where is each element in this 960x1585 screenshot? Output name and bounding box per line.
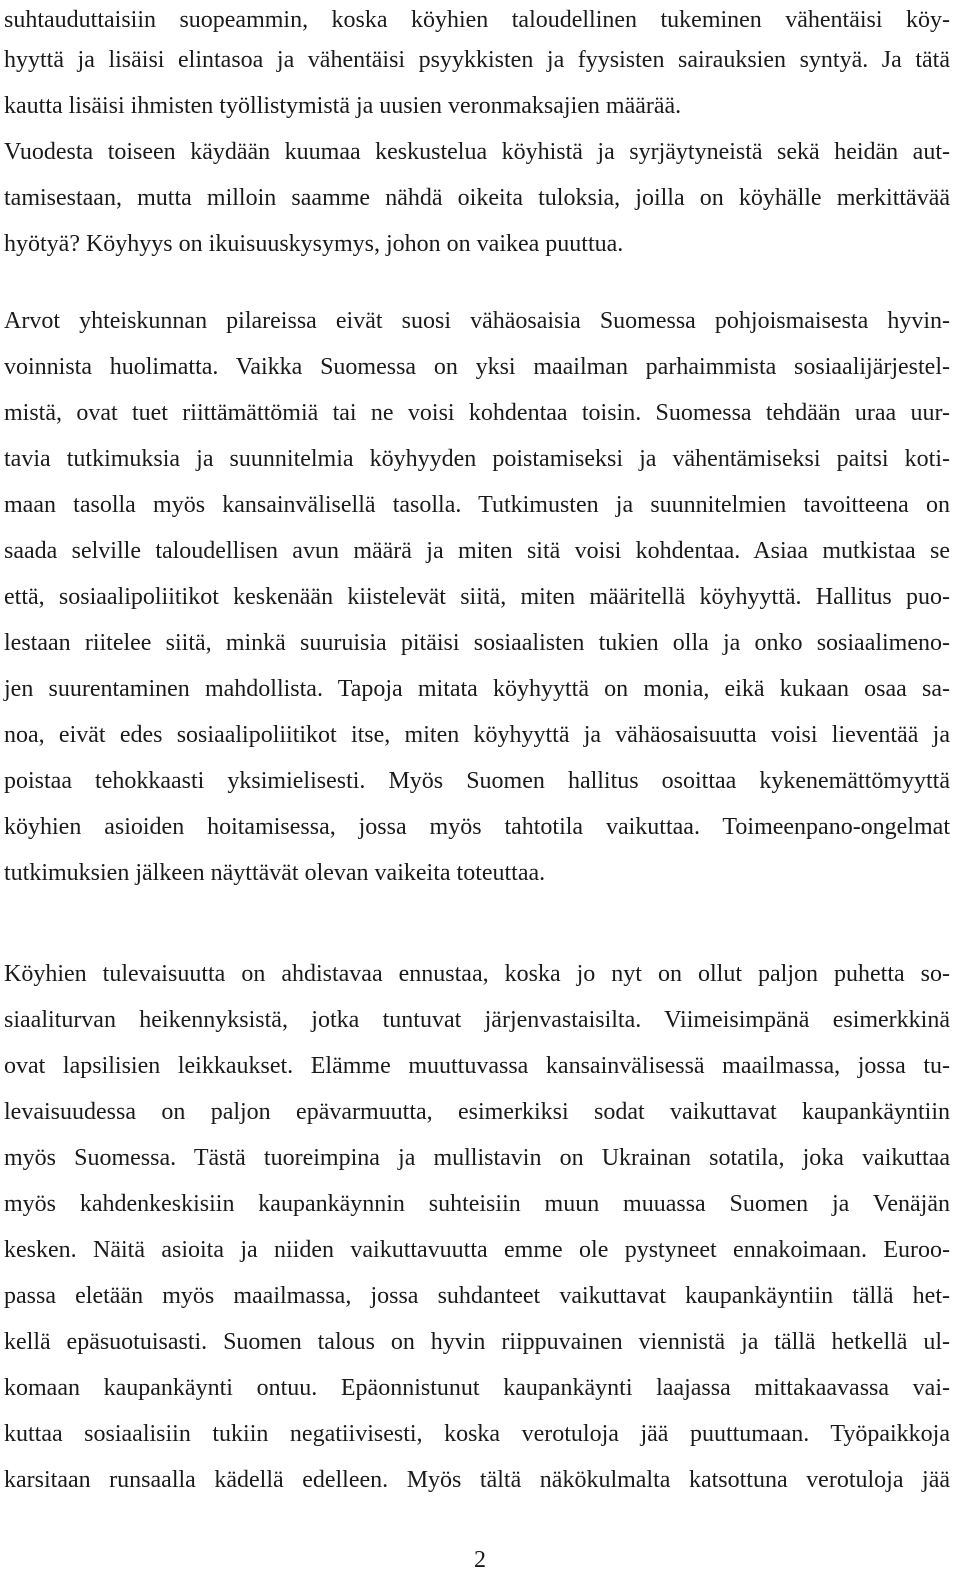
- text-line: levaisuudessa on paljon epävarmuutta, esimerkiksi sodat vaikuttavat kaupankäyntiin: [4, 1099, 950, 1125]
- text-line: lestaan riitelee siitä, minkä suuruisia pitäisi sosiaalisten tukien olla ja onko sosiaalimeno-: [4, 630, 950, 656]
- text-line: köyhien asioiden hoitamisessa, jossa myös tahtotila vaikuttaa. Toimeenpano-ongelmat: [4, 814, 950, 840]
- text-line: siaaliturvan heikennyksistä, jotka tuntuvat järjenvastaisilta. Viimeisimpänä esimerkkinä: [4, 1007, 950, 1033]
- text-line: voinnista huolimatta. Vaikka Suomessa on yksi maailman parhaimmista sosiaalijärjestel-: [4, 354, 950, 380]
- text-line: maan tasolla myös kansainvälisellä tasolla. Tutkimusten ja suunnitelmien tavoitteena on: [4, 492, 950, 518]
- text-line: ovat lapsilisien leikkaukset. Elämme muuttuvassa kansainvälisessä maailmassa, jossa tu-: [4, 1053, 950, 1079]
- text-line: jen suurentaminen mahdollista. Tapoja mitata köyhyyttä on monia, eikä kukaan osaa sa-: [4, 676, 950, 702]
- text-line: myös kahdenkeskisiin kaupankäynnin suhteisiin muun muuassa Suomen ja Venäjän: [4, 1191, 950, 1217]
- text-line: tamisestaan, mutta milloin saamme nähdä oikeita tuloksia, joilla on köyhälle merkittävää: [4, 185, 950, 211]
- text-line: tutkimuksien jälkeen näyttävät olevan vaikeita toteuttaa.: [4, 860, 546, 886]
- text-line: karsitaan runsaalla kädellä edelleen. Myös tältä näkökulmalta katsottuna verotuloja jää: [4, 1467, 950, 1493]
- text-line: suhtauduttaisiin suopeammin, koska köyhien taloudellinen tukeminen vähentäisi köy-: [4, 7, 950, 33]
- text-line: hyötyä? Köyhyys on ikuisuuskysymys, johon on vaikea puuttua.: [4, 231, 624, 257]
- text-line: kuttaa sosiaalisiin tukiin negatiivisesti, koska verotuloja jää puuttumaan. Työpaikkoja: [4, 1421, 950, 1447]
- text-line: että, sosiaalipoliitikot keskenään kiistelevät siitä, miten määritellä köyhyyttä. Hallitus puo-: [4, 584, 950, 610]
- text-line: mistä, ovat tuet riittämättömiä tai ne voisi kohdentaa toisin. Suomessa tehdään uraa uur-: [4, 400, 950, 426]
- text-line: noa, eivät edes sosiaalipoliitikot itse, miten köyhyyttä ja vähäosaisuutta voisi lieventää ja: [4, 722, 950, 748]
- text-line: passa eletään myös maailmassa, jossa suhdanteet vaikuttavat kaupankäyntiin tällä het-: [4, 1283, 950, 1309]
- text-line: saada selville taloudellisen avun määrä ja miten sitä voisi kohdentaa. Asiaa mutkistaa se: [4, 538, 950, 564]
- text-line: kesken. Näitä asioita ja niiden vaikuttavuutta emme ole pystyneet ennakoimaan. Euroo-: [4, 1237, 950, 1263]
- text-line: myös Suomessa. Tästä tuoreimpina ja mullistavin on Ukrainan sotatila, joka vaikuttaa: [4, 1145, 950, 1171]
- text-line: tavia tutkimuksia ja suunnitelmia köyhyyden poistamiseksi ja vähentämiseksi paitsi koti-: [4, 446, 950, 472]
- page-number: 2: [474, 1547, 486, 1573]
- text-line: poistaa tehokkaasti yksimielisesti. Myös Suomen hallitus osoittaa kykenemättömyyttä: [4, 768, 950, 794]
- text-line: kautta lisäisi ihmisten työllistymistä ja uusien veronmaksajien määrää.: [4, 93, 682, 119]
- text-line: komaan kaupankäynti ontuu. Epäonnistunut kaupankäynti laajassa mittakaavassa vai-: [4, 1375, 950, 1401]
- text-line: Köyhien tulevaisuutta on ahdistavaa ennustaa, koska jo nyt on ollut paljon puhetta so-: [4, 961, 950, 987]
- text-line: kellä epäsuotuisasti. Suomen talous on hyvin riippuvainen viennistä ja tällä hetkellä ul-: [4, 1329, 950, 1355]
- text-line: hyyttä ja lisäisi elintasoa ja vähentäisi psyykkisten ja fyysisten sairauksien syntyä. Ja tätä: [4, 47, 950, 73]
- text-line: Vuodesta toiseen käydään kuumaa keskustelua köyhistä ja syrjäytyneistä sekä heidän aut-: [4, 139, 950, 165]
- text-line: Arvot yhteiskunnan pilareissa eivät suosi vähäosaisia Suomessa pohjoismaisesta hyvin-: [4, 308, 950, 334]
